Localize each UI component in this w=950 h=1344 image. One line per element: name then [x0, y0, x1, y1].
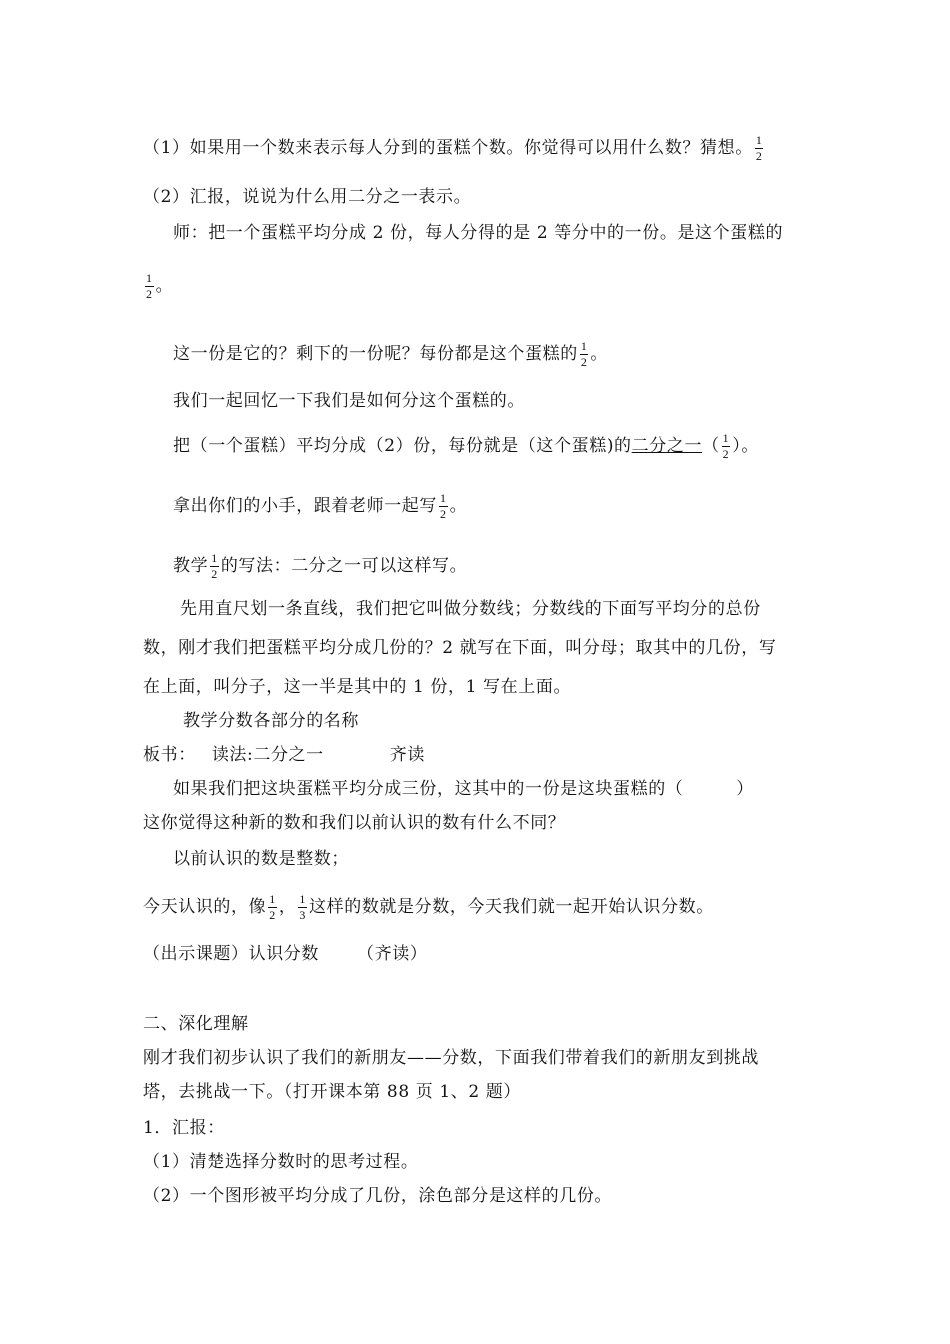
paragraph-line-1 — [180, 598, 761, 620]
portion-question-text: 这一份是它的？剩下的一份呢？每份都是这个蛋糕的 — [173, 344, 578, 364]
board-label: 板书： — [143, 745, 196, 765]
thirds-question-text: 如果我们把这块蛋糕平均分成三份，这其中的一份是这块蛋糕的（ ） — [173, 779, 754, 799]
teach-label: 教学 — [173, 556, 209, 576]
question-2-line — [143, 186, 471, 208]
fraction-denominator: 2 — [440, 507, 447, 521]
question-1-line — [143, 134, 765, 163]
division-text: 把（一个蛋糕）平均分成（2）份，每份就是（这个蛋糕)的 — [173, 436, 632, 456]
open-paren: （ — [702, 436, 720, 456]
fraction-one-half — [755, 134, 764, 163]
comma: ， — [278, 897, 297, 917]
writing-method-text: 的写法：二分之一可以这样写。 — [220, 556, 468, 576]
integers-line — [173, 848, 349, 870]
write-together-line — [173, 492, 467, 521]
fraction-denominator: 2 — [722, 447, 730, 461]
difference-question-line — [143, 812, 565, 834]
underlined-one-half-words: 二分之一 — [631, 436, 703, 456]
read-together-paren: （齐读） — [357, 944, 428, 964]
report-item-1 — [143, 1151, 418, 1173]
lesson-title-line — [143, 943, 427, 965]
fraction-one-half — [210, 552, 219, 581]
fraction-numerator: 1 — [211, 551, 218, 565]
fraction-numerator: 1 — [440, 491, 447, 505]
fraction-one-half — [268, 893, 277, 922]
paragraph-text-2: 数，刚才我们把蛋糕平均分成几份的？2 就写在下面，叫分母；取其中的几份，写 — [143, 638, 777, 658]
recall-line — [173, 390, 525, 412]
recall-text: 我们一起回忆一下我们是如何分这个蛋糕的。 — [173, 391, 525, 411]
half-line — [143, 272, 173, 301]
teacher-line — [173, 222, 783, 244]
fraction-one-half — [722, 432, 731, 461]
paragraph-line-3 — [143, 676, 571, 698]
fractions-intro-text-end: 这样的数就是分数，今天我们就一起开始认识分数。 — [309, 897, 714, 917]
integers-text: 以前认识的数是整数； — [173, 849, 349, 869]
paragraph-line-2 — [143, 637, 776, 659]
fraction-denominator: 2 — [755, 149, 763, 163]
fraction-one-half — [145, 272, 154, 301]
fractions-intro-text: 今天认识的，像 — [143, 897, 267, 917]
parts-name-line — [183, 710, 359, 732]
challenge-line-1 — [143, 1047, 759, 1069]
parts-name-text: 教学分数各部分的名称 — [183, 711, 359, 731]
division-line — [173, 432, 759, 461]
paragraph-text-3: 在上面，叫分子，这一半是其中的 1 份，1 写在上面。 — [143, 677, 572, 697]
fraction-numerator: 1 — [580, 339, 588, 353]
section-heading — [143, 1013, 249, 1035]
fraction-one-half — [439, 492, 448, 521]
report-item-2 — [143, 1185, 612, 1207]
lesson-title-text: （出示课题）认识分数 — [143, 944, 319, 964]
question-1-text: （1）如果用一个数来表示每人分到的蛋糕个数。你觉得可以用什么数？猜想。 — [143, 138, 753, 158]
fraction-numerator: 1 — [299, 892, 307, 906]
period: 。 — [449, 496, 468, 516]
thirds-question-line — [173, 778, 754, 800]
section-heading-text: 二、深化理解 — [143, 1014, 249, 1034]
fraction-one-half — [580, 340, 589, 369]
report-item-1-text: （1）清楚选择分数时的思考过程。 — [143, 1152, 419, 1172]
portion-question-line — [173, 340, 608, 369]
fraction-denominator: 2 — [146, 287, 153, 301]
challenge-line-2 — [143, 1081, 521, 1103]
write-together-text: 拿出你们的小手，跟着老师一起写 — [173, 496, 437, 516]
fraction-one-third — [298, 893, 307, 922]
teacher-text: 师：把一个蛋糕平均分成 2 份，每人分得的是 2 等分中的一份。是这个蛋糕的 — [173, 223, 784, 243]
report-heading-text: 1．汇报： — [143, 1118, 225, 1138]
fraction-numerator: 1 — [722, 431, 730, 445]
period: 。 — [155, 276, 174, 296]
fractions-intro-line — [143, 893, 714, 922]
read-together-label: 齐读 — [389, 745, 425, 765]
difference-question-text: 这你觉得这种新的数和我们以前认识的数有什么不同？ — [143, 813, 566, 833]
board-line — [143, 744, 425, 766]
fraction-numerator: 1 — [755, 133, 763, 147]
fraction-numerator: 1 — [269, 892, 276, 906]
writing-method-line — [173, 552, 467, 581]
reading-label: 读法:二分之一 — [211, 745, 324, 765]
challenge-text-2: 塔，去挑战一下。（打开课本第 88 页 1、2 题） — [143, 1082, 521, 1102]
fraction-denominator: 2 — [269, 908, 276, 922]
fraction-denominator: 2 — [580, 355, 588, 369]
question-2-text: （2）汇报，说说为什么用二分之一表示。 — [143, 187, 472, 207]
close-paren: ）。 — [732, 436, 759, 456]
challenge-text-1: 刚才我们初步认识了我们的新朋友——分数，下面我们带着我们的新朋友到挑战 — [143, 1048, 759, 1068]
report-item-2-text: （2）一个图形被平均分成了几份，涂色部分是这样的几份。 — [143, 1186, 613, 1206]
fraction-denominator: 2 — [211, 567, 218, 581]
fraction-denominator: 3 — [299, 908, 307, 922]
period: 。 — [590, 344, 609, 364]
report-heading-line — [143, 1117, 225, 1139]
fraction-numerator: 1 — [146, 271, 153, 285]
paragraph-text-1: 先用直尺划一条直线，我们把它叫做分数线；分数线的下面写平均分的总份 — [180, 599, 761, 619]
